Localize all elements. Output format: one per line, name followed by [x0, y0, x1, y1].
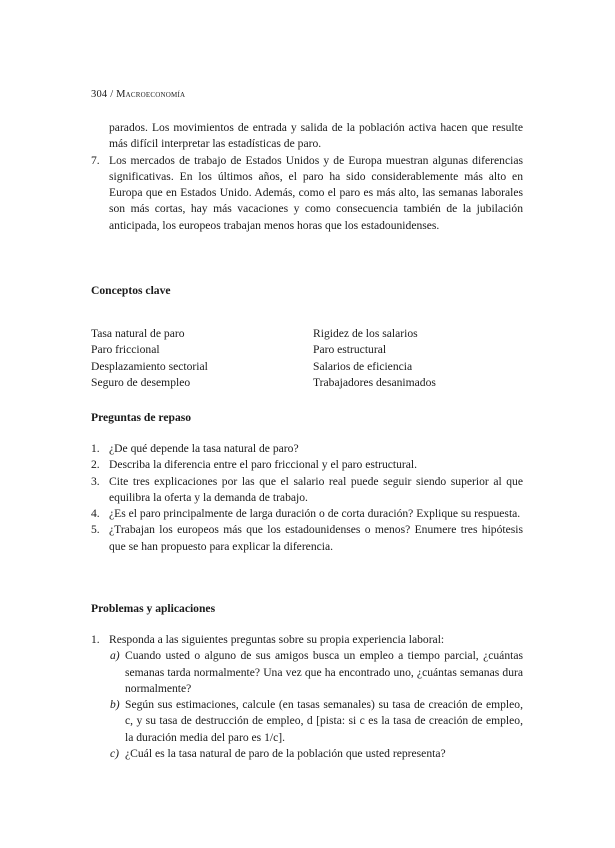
key-concepts-right-column: [313, 326, 436, 391]
problem-sub-item: [91, 746, 523, 762]
running-head: [91, 89, 185, 100]
item6-tail: parados. Los movimientos de entrada y salida de la población activa hacen que resulte más difícil interpretar las estadísticas de paro.: [109, 121, 523, 151]
key-concepts-heading: Conceptos clave: [91, 284, 171, 297]
review-question-number: 1.: [91, 442, 100, 455]
key-concept: Trabajadores desanimados: [313, 375, 436, 389]
review-question: [91, 522, 523, 555]
problem-number: 1.: [91, 633, 100, 646]
sub-item-label: b): [110, 698, 120, 712]
review-question-number: 2.: [91, 458, 100, 472]
problem-text: Responda a las siguientes preguntas sobre su propia experiencia laboral:: [109, 633, 445, 646]
item7: [91, 153, 523, 234]
sub-item-text: ¿Cuál es la tasa natural de paro de la población que usted representa?: [125, 747, 446, 761]
review-question: [91, 474, 523, 507]
problem-item: [91, 632, 523, 648]
review-question-text: Describa la diferencia entre el paro friccional y el paro estructural.: [109, 458, 418, 472]
problem-sub-item: [91, 697, 523, 746]
book-title: Macroeconomía: [116, 89, 186, 100]
key-concept: Paro estructural: [313, 343, 387, 357]
review-question-text: ¿Es el paro principalmente de larga duración o de corta duración? Explique su respuesta.: [109, 507, 521, 521]
review-questions-heading: Preguntas de repaso: [91, 411, 192, 424]
item7-number: 7.: [91, 153, 100, 167]
review-question: [91, 506, 523, 522]
key-concept: Desplazamiento sectorial: [91, 359, 208, 373]
key-concept: Paro friccional: [91, 343, 160, 357]
review-question-number: 5.: [91, 523, 100, 537]
review-question: [91, 441, 523, 457]
sub-item-text: Según sus estimaciones, calcule (en tasas semanales) su tasa de creación de empleo, c, y su tasa de destrucción de empleo, d [pista: si c es la tasa de creación de empleo, la duración media del paro es 1/c].: [125, 698, 523, 744]
previous-items-continuation: [91, 120, 523, 234]
review-question-text: Cite tres explicaciones por las que el salario real puede seguir siendo superior al que equilibra la oferta y la demanda de trabajo.: [109, 474, 523, 504]
key-concept: Rigidez de los salarios: [313, 327, 418, 340]
key-concept: Seguro de desempleo: [91, 375, 191, 389]
sub-item-label: c): [110, 747, 120, 761]
key-concept: Salarios de eficiencia: [313, 359, 413, 373]
header-separator: /: [110, 89, 114, 100]
problem-sub-item: [91, 648, 523, 697]
review-question-text: ¿De qué depende la tasa natural de paro?: [109, 442, 299, 455]
problems-list: [91, 632, 523, 762]
review-question-number: 4.: [91, 507, 100, 521]
review-question: [91, 457, 523, 473]
sub-item-label: a): [110, 649, 120, 663]
key-concept: Tasa natural de paro: [91, 327, 185, 340]
page-number: 304: [91, 89, 108, 100]
review-question-text: ¿Trabajan los europeos más que los estadounidenses o menos? Enumere tres hipótesis que se han propuesto para explicar la diferencia.: [109, 523, 523, 553]
problems-heading: Problemas y aplicaciones: [91, 602, 216, 615]
review-questions-list: [91, 441, 523, 555]
review-question-number: 3.: [91, 474, 100, 488]
sub-item-text: Cuando usted o alguno de sus amigos busca un empleo a tiempo parcial, ¿cuántas semanas tarda normalmente? Una vez que ha encontrado uno, ¿cuántas semanas dura normalmente?: [125, 649, 523, 695]
key-concepts-left-column: [91, 326, 208, 391]
item7-text: Los mercados de trabajo de Estados Unidos y de Europa muestran algunas diferencias significativas. En los últimos años, el paro ha sido considerablemente más alto en Europa que en Estados Unido. Además, como el paro es más alto, las semanas laborales son más cortas, hay más vacaciones y como consecuencia también de la jubilación anticipada, los europeos trabajan menos horas que los estadounidenses.: [109, 153, 523, 232]
